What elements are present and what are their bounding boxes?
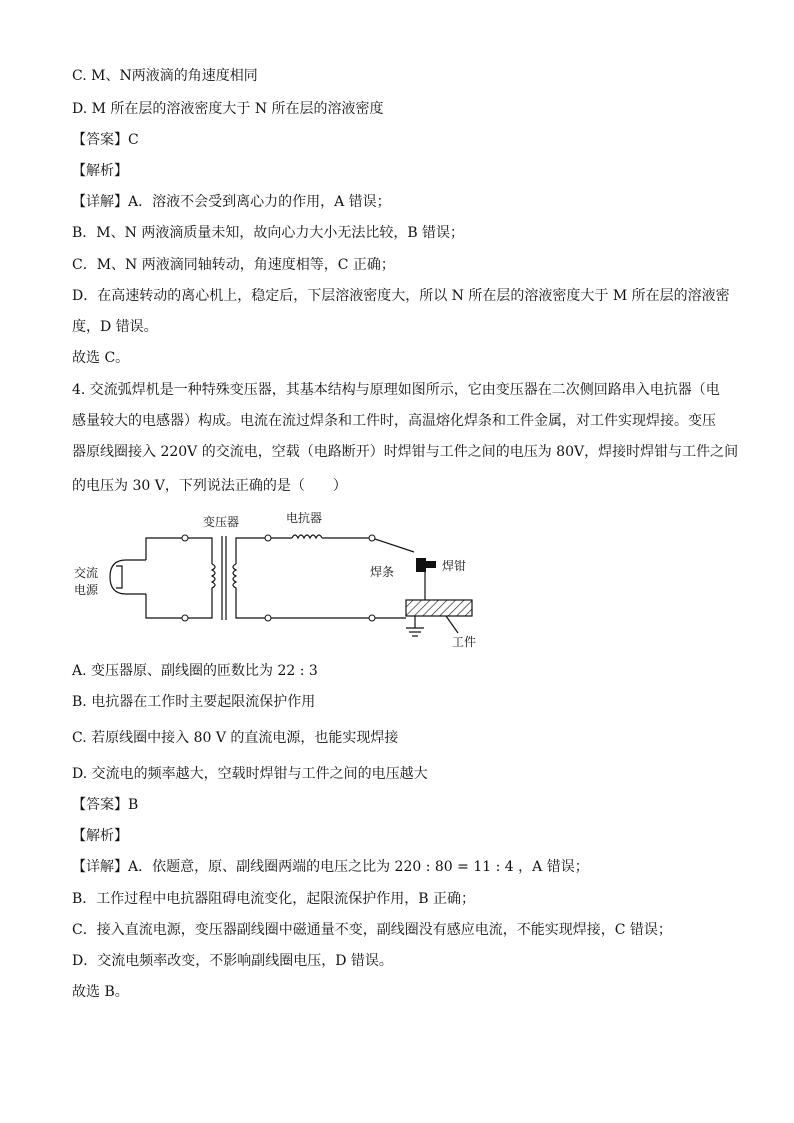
q4-conclusion: 故选 B。 <box>72 984 129 1000</box>
q4-option-d: D. 交流电的频率越大，空载时焊钳与工件之间的电压越大 <box>72 766 428 782</box>
secondary-coil-icon <box>233 564 236 590</box>
q4-stem-line1: 4. 交流弧焊机是一种特殊变压器，其基本结构与原理如图所示，它由变压器在二次侧回路串入电抗器（电 <box>72 382 720 398</box>
q3-detail-d-line1: D．在高速转动的离心机上，稳定后，下层溶液密度大，所以 N 所在层的溶液密度大于 M 所在层的溶液密 <box>72 288 730 304</box>
ac-source-icon <box>110 560 126 594</box>
q3-detail-a: 【详解】A．溶液不会受到离心力的作用，A 错误； <box>72 194 391 210</box>
label-ac-source-2: 电源 <box>74 583 99 597</box>
q3-option-c: C. M、N两液滴的角速度相同 <box>72 68 258 84</box>
terminal-dot <box>369 535 375 541</box>
q3-analysis-label: 【解析】 <box>72 163 128 179</box>
q3-conclusion: 故选 C。 <box>72 350 130 366</box>
clamp-icon <box>416 558 426 572</box>
terminal-dot <box>369 615 375 621</box>
terminal-dot <box>265 535 271 541</box>
q4-stem-line2: 感量较大的电感器）构成。电流在流过焊条和工件时，高温熔化焊条和工件金属，对工件实现焊接。变压 <box>72 413 716 429</box>
q4-detail-b: B．工作过程中电抗器阻碍电流变化，起限流保护作用，B 正确； <box>72 891 476 907</box>
q3-detail-d-line2: 度，D 错误。 <box>72 319 158 335</box>
label-ac-source-1: 交流 <box>74 566 99 580</box>
q3-detail-c: C．M、N 两液滴同轴转动，角速度相等，C 正确； <box>72 257 395 273</box>
arc-welder-diagram <box>72 508 492 656</box>
q4-option-c: C. 若原线圈中接入 80 V 的直流电源，也能实现焊接 <box>72 730 399 746</box>
q4-option-b: B. 电抗器在工作时主要起限流保护作用 <box>72 694 316 710</box>
q4-detail-a: 【详解】A．依题意，原、副线圈两端的电压之比为 220 : 80 = 11 : 4 ，A 错误； <box>72 859 589 875</box>
q4-option-a: A. 变压器原、副线圈的匝数比为 22 : 3 <box>72 663 318 679</box>
q4-answer: 【答案】B <box>72 797 139 813</box>
label-rod: 焊条 <box>370 565 395 579</box>
primary-coil-icon <box>212 564 215 590</box>
q3-option-d: D. M 所在层的溶液密度大于 N 所在层的溶液密度 <box>72 101 384 117</box>
q4-stem-line4: 的电压为 30 V，下列说法正确的是（ ） <box>72 478 347 494</box>
label-transformer: 变压器 <box>203 515 240 529</box>
q3-detail-b: B．M、N 两液滴质量未知，故向心力大小无法比较，B 错误； <box>72 225 465 241</box>
terminal-dot <box>265 615 271 621</box>
workpiece-icon <box>406 600 472 616</box>
q4-analysis-label: 【解析】 <box>72 828 128 844</box>
q4-detail-c: C．接入直流电源，变压器副线圈中磁通量不变，副线圈没有感应电流，不能实现焊接，C 错误； <box>72 922 672 938</box>
q4-stem-line3: 器原线圈接入 220V 的交流电，空载（电路断开）时焊钳与工件之间的电压为 80V，焊接时焊钳与工件之间 <box>72 444 739 460</box>
label-workpiece: 工件 <box>452 635 477 649</box>
label-clamp: 焊钳 <box>442 559 467 573</box>
terminal-dot <box>182 535 188 541</box>
reactor-coil-icon <box>292 535 322 538</box>
terminal-dot <box>182 615 188 621</box>
q3-answer: 【答案】C <box>72 132 139 148</box>
q4-detail-d: D．交流电频率改变，不影响副线圈电压，D 错误。 <box>72 953 393 969</box>
label-reactor: 电抗器 <box>286 511 323 525</box>
